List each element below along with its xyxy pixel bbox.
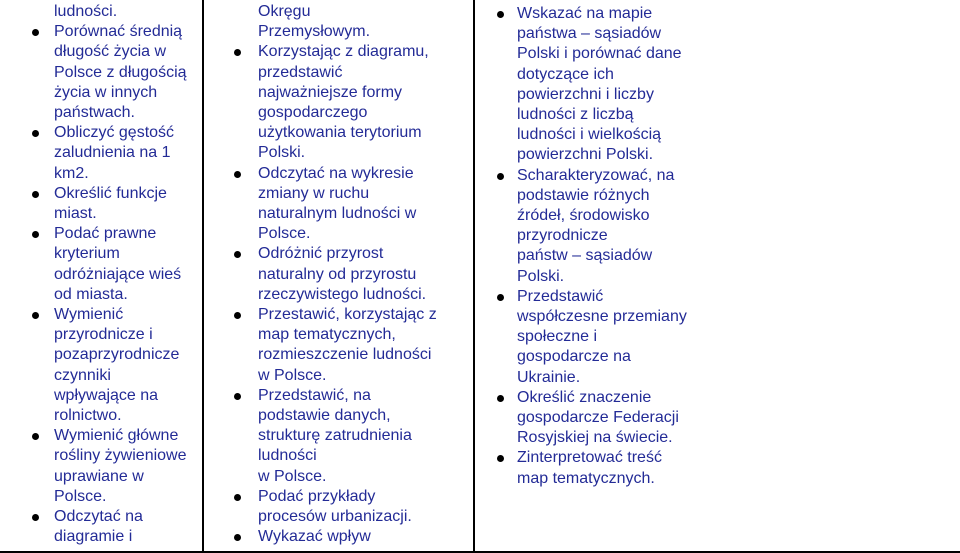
list-item-text-line: rozmieszczenie ludności (258, 346, 432, 364)
list-item-text-line: Wykazać wpływ (258, 528, 371, 546)
column-divider (202, 0, 204, 553)
list-item-text-line: Przedstawić, na (258, 386, 371, 404)
list-item-text-line: Określić funkcje (54, 184, 167, 202)
list-item-text-line: Podać prawne (54, 225, 157, 243)
column-divider (473, 0, 475, 553)
bullet-icon (234, 49, 241, 56)
bullet-icon (497, 173, 504, 180)
list-item-text-line: Zinterpretować treść (517, 449, 662, 467)
list-item-text-line: naturalny od przyrostu (258, 265, 417, 283)
list-item-text-line: państw – sąsiadów (517, 247, 653, 265)
list-item-text-line: map tematycznych. (517, 469, 655, 487)
bullet-icon (497, 395, 504, 402)
list-item-text-line: w Polsce. (258, 366, 327, 384)
list-item-text-line: dotyczące ich (517, 65, 614, 83)
bullet-icon (32, 433, 39, 440)
list-item-text-line: Wymienić główne (54, 427, 179, 445)
list-item-text-line: podstawie danych, (258, 406, 391, 424)
list-item-text-line: pozaprzyrodnicze (54, 346, 180, 364)
list-item-text-line: ludności z liczbą (517, 106, 634, 123)
bullet-icon (234, 171, 241, 178)
list-item-text-line: w Polsce. (258, 467, 327, 485)
list-item-text-line: długość życia w (54, 43, 167, 61)
list-item-text-line: gospodarcze na (517, 348, 631, 366)
list-item-text-line: strukturę zatrudnienia (258, 427, 412, 445)
list-item-text-line: Polsce. (258, 225, 311, 243)
list-item-text-line: przyrodnicze (517, 227, 608, 245)
list-item-text-line: Scharakteryzować, na (517, 166, 675, 184)
list-item-text-line: kryterium (54, 245, 120, 263)
list-item-text-line: powierzchni Polski. (517, 146, 654, 164)
list-item-text-line: współczesne przemiany (517, 307, 687, 325)
list-item-text-line: państwa – sąsiadów (517, 25, 662, 43)
bullet-icon (234, 393, 241, 400)
list-item-text-line: Przemysłowym. (258, 23, 371, 41)
list-item-text-line: Ukrainie. (517, 368, 581, 386)
list-item-text-line: życia w innych (54, 83, 158, 101)
list-item-text-line: przyrodnicze i (54, 326, 153, 344)
bullet-icon (497, 11, 504, 18)
list-item-text-line: Polski. (258, 144, 306, 162)
list-item-text-line: od miasta. (54, 285, 128, 303)
list-item-text-line: najważniejsze formy (258, 83, 403, 101)
list-item-text-line: Porównać średnią (54, 23, 183, 41)
list-item-text-line: Odczytać na (54, 508, 143, 525)
list-item-text-line: użytkowania terytorium (258, 124, 422, 142)
list-item-text-line: ludności. (54, 3, 118, 20)
list-item-text-line: Rosyjskiej na świecie. (517, 429, 673, 447)
list-item-text-line: wpływające na (54, 386, 159, 404)
list-item-text-line: Obliczyć gęstość (54, 124, 175, 142)
bullet-icon (32, 231, 39, 238)
list-item-text-line: gospodarczego (258, 103, 368, 121)
list-item-text-line: rolnictwo. (54, 407, 122, 424)
list-item-text-line: ludności (258, 447, 317, 465)
list-item-text-line: Polski i porównać dane (517, 45, 682, 63)
list-item-text-line: Polsce z długością (54, 63, 187, 81)
table-column-3 (475, 0, 960, 553)
list-item-text-line: Wskazać na mapie (517, 5, 653, 22)
list-item-text-line: diagramie i (54, 528, 133, 546)
list-item-text-line: podstawie różnych (517, 186, 650, 204)
bullet-icon (497, 455, 504, 462)
list-item-text-line: Polski. (517, 267, 565, 285)
bullet-icon (32, 312, 39, 319)
bullet-icon (32, 29, 39, 36)
list-item-text-line: Odczytać na wykresie (258, 164, 414, 182)
bullet-icon (32, 191, 39, 198)
bullet-icon (234, 534, 241, 541)
list-item-text-line: Przedstawić (517, 287, 604, 305)
list-item-text-line: km2. (54, 164, 89, 182)
list-item-text-line: przedstawić (258, 63, 343, 81)
list-item-text-line: naturalnym ludności w (258, 204, 417, 222)
list-item-text-line: czynniki (54, 366, 111, 384)
list-item-text-line: Korzystając z diagramu, (258, 43, 429, 61)
list-item-text-line: miast. (54, 204, 97, 222)
bullet-icon (32, 130, 39, 137)
list-item-text-line: odróżniające wieś (54, 265, 182, 283)
list-item-text-line: zmiany w ruchu (258, 184, 370, 202)
bullet-icon (234, 494, 241, 501)
list-item-text-line: ludności i wielkością (517, 126, 662, 144)
list-item-text-line: map tematycznych, (258, 326, 396, 344)
list-item-text-line: państwach. (54, 103, 135, 121)
list-item-text-line: procesów urbanizacji. (258, 507, 412, 525)
list-item-text-line: Podać przykłady (258, 487, 376, 505)
list-item-text-line: Odróżnić przyrost (258, 245, 384, 263)
list-item-text-line: Przestawić, korzystając z (258, 306, 437, 323)
table-column-2 (204, 0, 473, 553)
bullet-icon (497, 294, 504, 301)
list-item-text-line: Okręgu (258, 3, 311, 20)
table-column-1 (0, 0, 202, 553)
bullet-icon (234, 312, 241, 319)
list-item-text-line: uprawiane w (54, 467, 144, 485)
list-item-text-line: rośliny żywieniowe (54, 447, 187, 465)
list-item-text-line: zaludnienia na 1 (54, 144, 171, 162)
list-item-text-line: gospodarcze Federacji (517, 408, 679, 426)
list-item-text-line: Wymienić (54, 306, 124, 323)
list-item-text-line: źródeł, środowisko (517, 206, 650, 224)
list-item-text-line: rzeczywistego ludności. (258, 285, 427, 303)
list-item-text-line: Określić znaczenie (517, 388, 652, 406)
list-item-text-line: powierzchni i liczby (517, 85, 654, 103)
bullet-icon (32, 514, 39, 521)
list-item-text-line: Polsce. (54, 487, 107, 505)
list-item-text-line: społeczne i (517, 328, 598, 346)
bullet-icon (234, 251, 241, 258)
